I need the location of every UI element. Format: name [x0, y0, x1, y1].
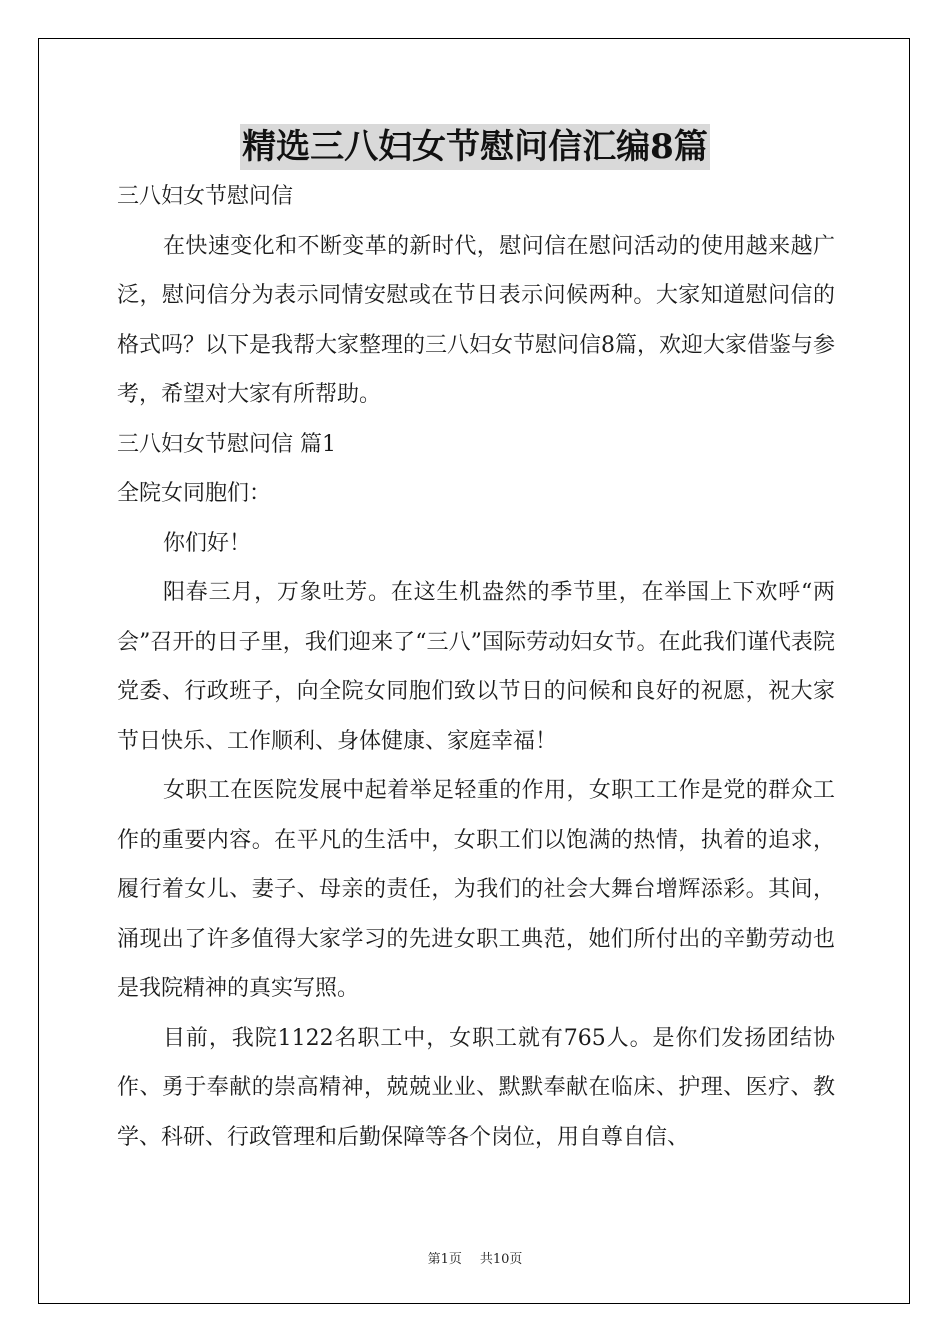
document-title: 精选三八妇女节慰问信汇编8篇 — [240, 124, 710, 170]
title-container — [0, 124, 950, 170]
body-paragraph: 阳春三月，万象吐芳。在这生机盎然的季节里，在举国上下欢呼“两会”召开的日子里，我们迎来了“三八”国际劳动妇女节。在此我们谨代表院党委、行政班子，向全院女同胞们致以节日的问候和良好的祝愿，祝大家节日快乐、工作顺利、身体健康、家庭幸福！ — [117, 580, 835, 754]
page-total: 共10页 — [479, 1252, 523, 1267]
body-paragraph: 女职工在医院发展中起着举足轻重的作用，女职工工作是党的群众工作的重要内容。在平凡的生活中，女职工们以饱满的热情，执着的追求，履行着女儿、妻子、母亲的责任，为我们的社会大舞台增辉添彩。其间，涌现出了许多值得大家学习的先进女职工典范，她们所付出的辛勤劳动也是我院精神的真实写照。 — [117, 778, 835, 1001]
section-heading: 三八妇女节慰问信 — [117, 184, 294, 209]
letter-heading: 三八妇女节慰问信 篇1 — [117, 431, 336, 457]
body-paragraph: 目前，我院1122名职工中，女职工就有765人。是你们发扬团结协作、勇于奉献的崇高精神，兢兢业业、默默奉献在临床、护理、医疗、教学、科研、行政管理和后勤保障等各个岗位，用自尊自信、 — [117, 1025, 835, 1150]
greeting: 你们好！ — [163, 530, 252, 556]
salutation: 全院女同胞们： — [117, 481, 272, 506]
page-footer — [0, 1248, 950, 1267]
intro-paragraph: 在快速变化和不断变革的新时代，慰问信在慰问活动的使用越来越广泛，慰问信分为表示同情安慰或在节日表示问候两种。大家知道慰问信的格式吗？以下是我帮大家整理的三八妇女节慰问信8篇，欢迎大家借鉴与参考，希望对大家有所帮助。 — [117, 233, 835, 407]
document-body — [117, 172, 835, 1162]
page-number: 第1页 — [427, 1252, 462, 1267]
